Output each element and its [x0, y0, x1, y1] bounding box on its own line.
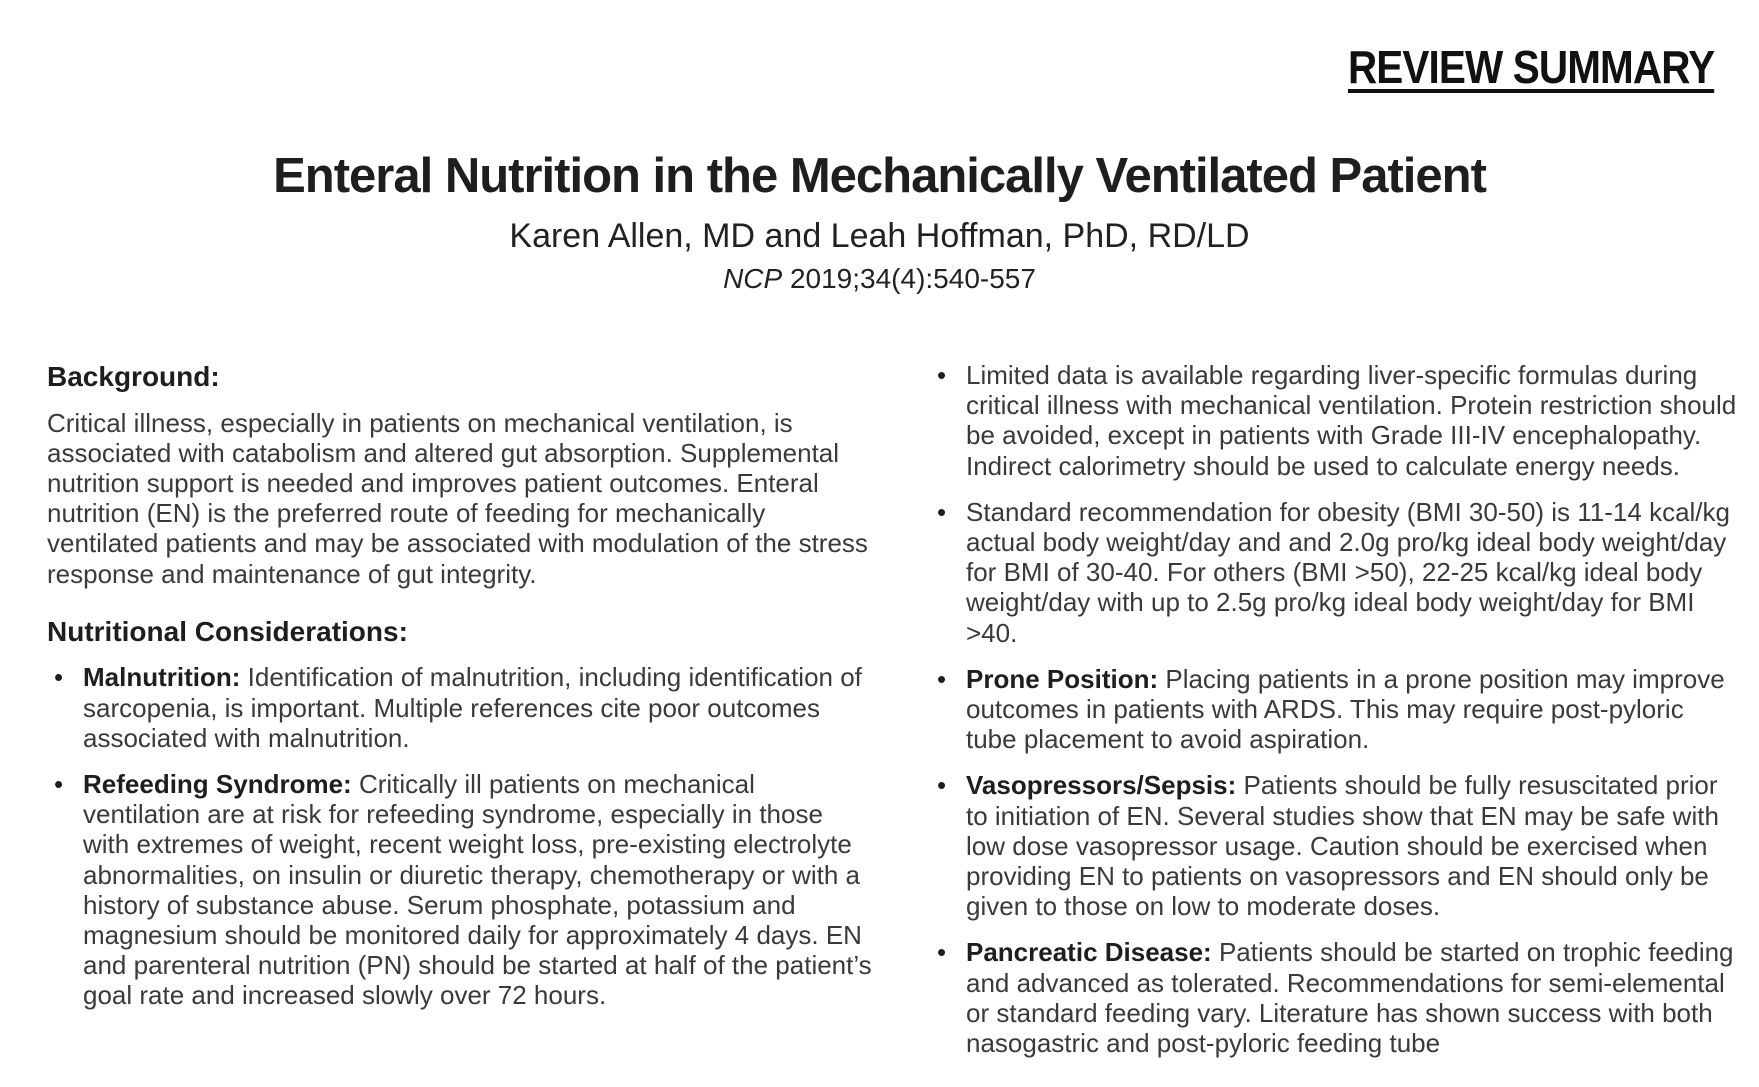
citation-reference: 2019;34(4):540-557	[782, 262, 1036, 294]
citation	[0, 264, 1759, 295]
right-list	[930, 360, 1740, 1058]
background-paragraph: Critical illness, especially in patients on mechanical ventilation, is associated with catabolism and altered gut absorption. Supplemental nutrition support is needed and improves patient outcomes. Enteral nutrition (EN) is the preferred route of feeding for mechanically ventilated patients and may be associated with modulation of the stress response and maintenance of gut integrity.	[47, 407, 868, 589]
list-item	[47, 662, 872, 753]
item-text: Standard recommendation for obesity (BMI 30-50) is 11-14 kcal/kg actual body weight/day and and 2.0g pro/kg ideal body weight/day for BMI of 30-40. For others (BMI >50), 22-25 kcal/kg ideal body weight/day with up to 2.5g pro/kg ideal body weight/day for BMI >40.	[966, 496, 1730, 648]
item-text: Limited data is available regarding liver-specific formulas during critical illness with mechanical ventilation. Protein restriction should be avoided, except in patients with Grade III-IV encephalopathy. Indirect calorimetry should be used to calculate energy needs.	[966, 360, 1737, 481]
authors: Karen Allen, MD and Leah Hoffman, PhD, RD/LD	[509, 217, 1250, 256]
considerations-list	[47, 662, 872, 1010]
citation-journal: NCP	[723, 262, 783, 294]
list-item	[930, 497, 1740, 648]
document-header	[0, 148, 1759, 295]
considerations-heading: Nutritional Considerations:	[47, 615, 408, 647]
item-term: Refeeding Syndrome:	[83, 769, 352, 800]
item-text: Patients should be started on trophic feeding and advanced as tolerated. Recommendations for semi-elemental or standard feeding vary. Literature has shown success with both nasogastric and post-pyloric feeding tube	[966, 937, 1734, 1059]
item-text: Patients should be fully resuscitated prior to initiation of EN. Several studies show that EN may be safe with low dose vasopressor usage. Caution should be exercised when providing EN to patients on vasopressors and EN should only be given to those on low to moderate doses.	[966, 770, 1719, 922]
bullet-icon: •	[937, 496, 947, 527]
bullet-icon: •	[54, 769, 64, 800]
bullet-icon: •	[937, 770, 947, 801]
review-summary-tag: REVIEW SUMMARY	[1347, 41, 1714, 93]
right-column	[930, 360, 1740, 1074]
list-item	[930, 937, 1740, 1058]
item-term: Prone Position:	[966, 663, 1159, 694]
item-term: Malnutrition:	[83, 662, 241, 693]
item-text: Placing patients in a prone position may improve outcomes in patients with ARDS. This may require post-pyloric tube placement to avoid aspiration.	[966, 663, 1725, 755]
list-item	[930, 360, 1740, 481]
bullet-icon: •	[937, 937, 947, 968]
list-item	[930, 770, 1740, 921]
bullet-icon: •	[937, 360, 947, 390]
document-title: Enteral Nutrition in the Mechanically Ventilated Patient	[273, 149, 1486, 203]
list-item	[47, 769, 872, 1011]
bullet-icon: •	[54, 662, 64, 693]
item-term: Vasopressors/Sepsis:	[966, 770, 1237, 801]
item-text: Identification of malnutrition, including identification of sarcopenia, is important. Multiple references cite poor outcomes associated with malnutrition.	[83, 662, 862, 753]
item-term: Pancreatic Disease:	[966, 937, 1212, 968]
background-heading: Background:	[47, 361, 220, 392]
left-column	[47, 360, 872, 1027]
bullet-icon: •	[937, 663, 947, 694]
item-text: Critically ill patients on mechanical ventilation are at risk for refeeding syndrome, especially in those with extremes of weight, recent weight loss, pre-existing electrolyte abnormalities, on insulin or diuretic therapy, chemotherapy or with a history of substance abuse. Serum phosphate, potassium and magnesium should be monitored daily for approximately 4 days. EN and parenteral nutrition (PN) should be started at half of the patient’s goal rate and increased slowly over 72 hours.	[83, 769, 872, 1011]
list-item	[930, 664, 1740, 755]
